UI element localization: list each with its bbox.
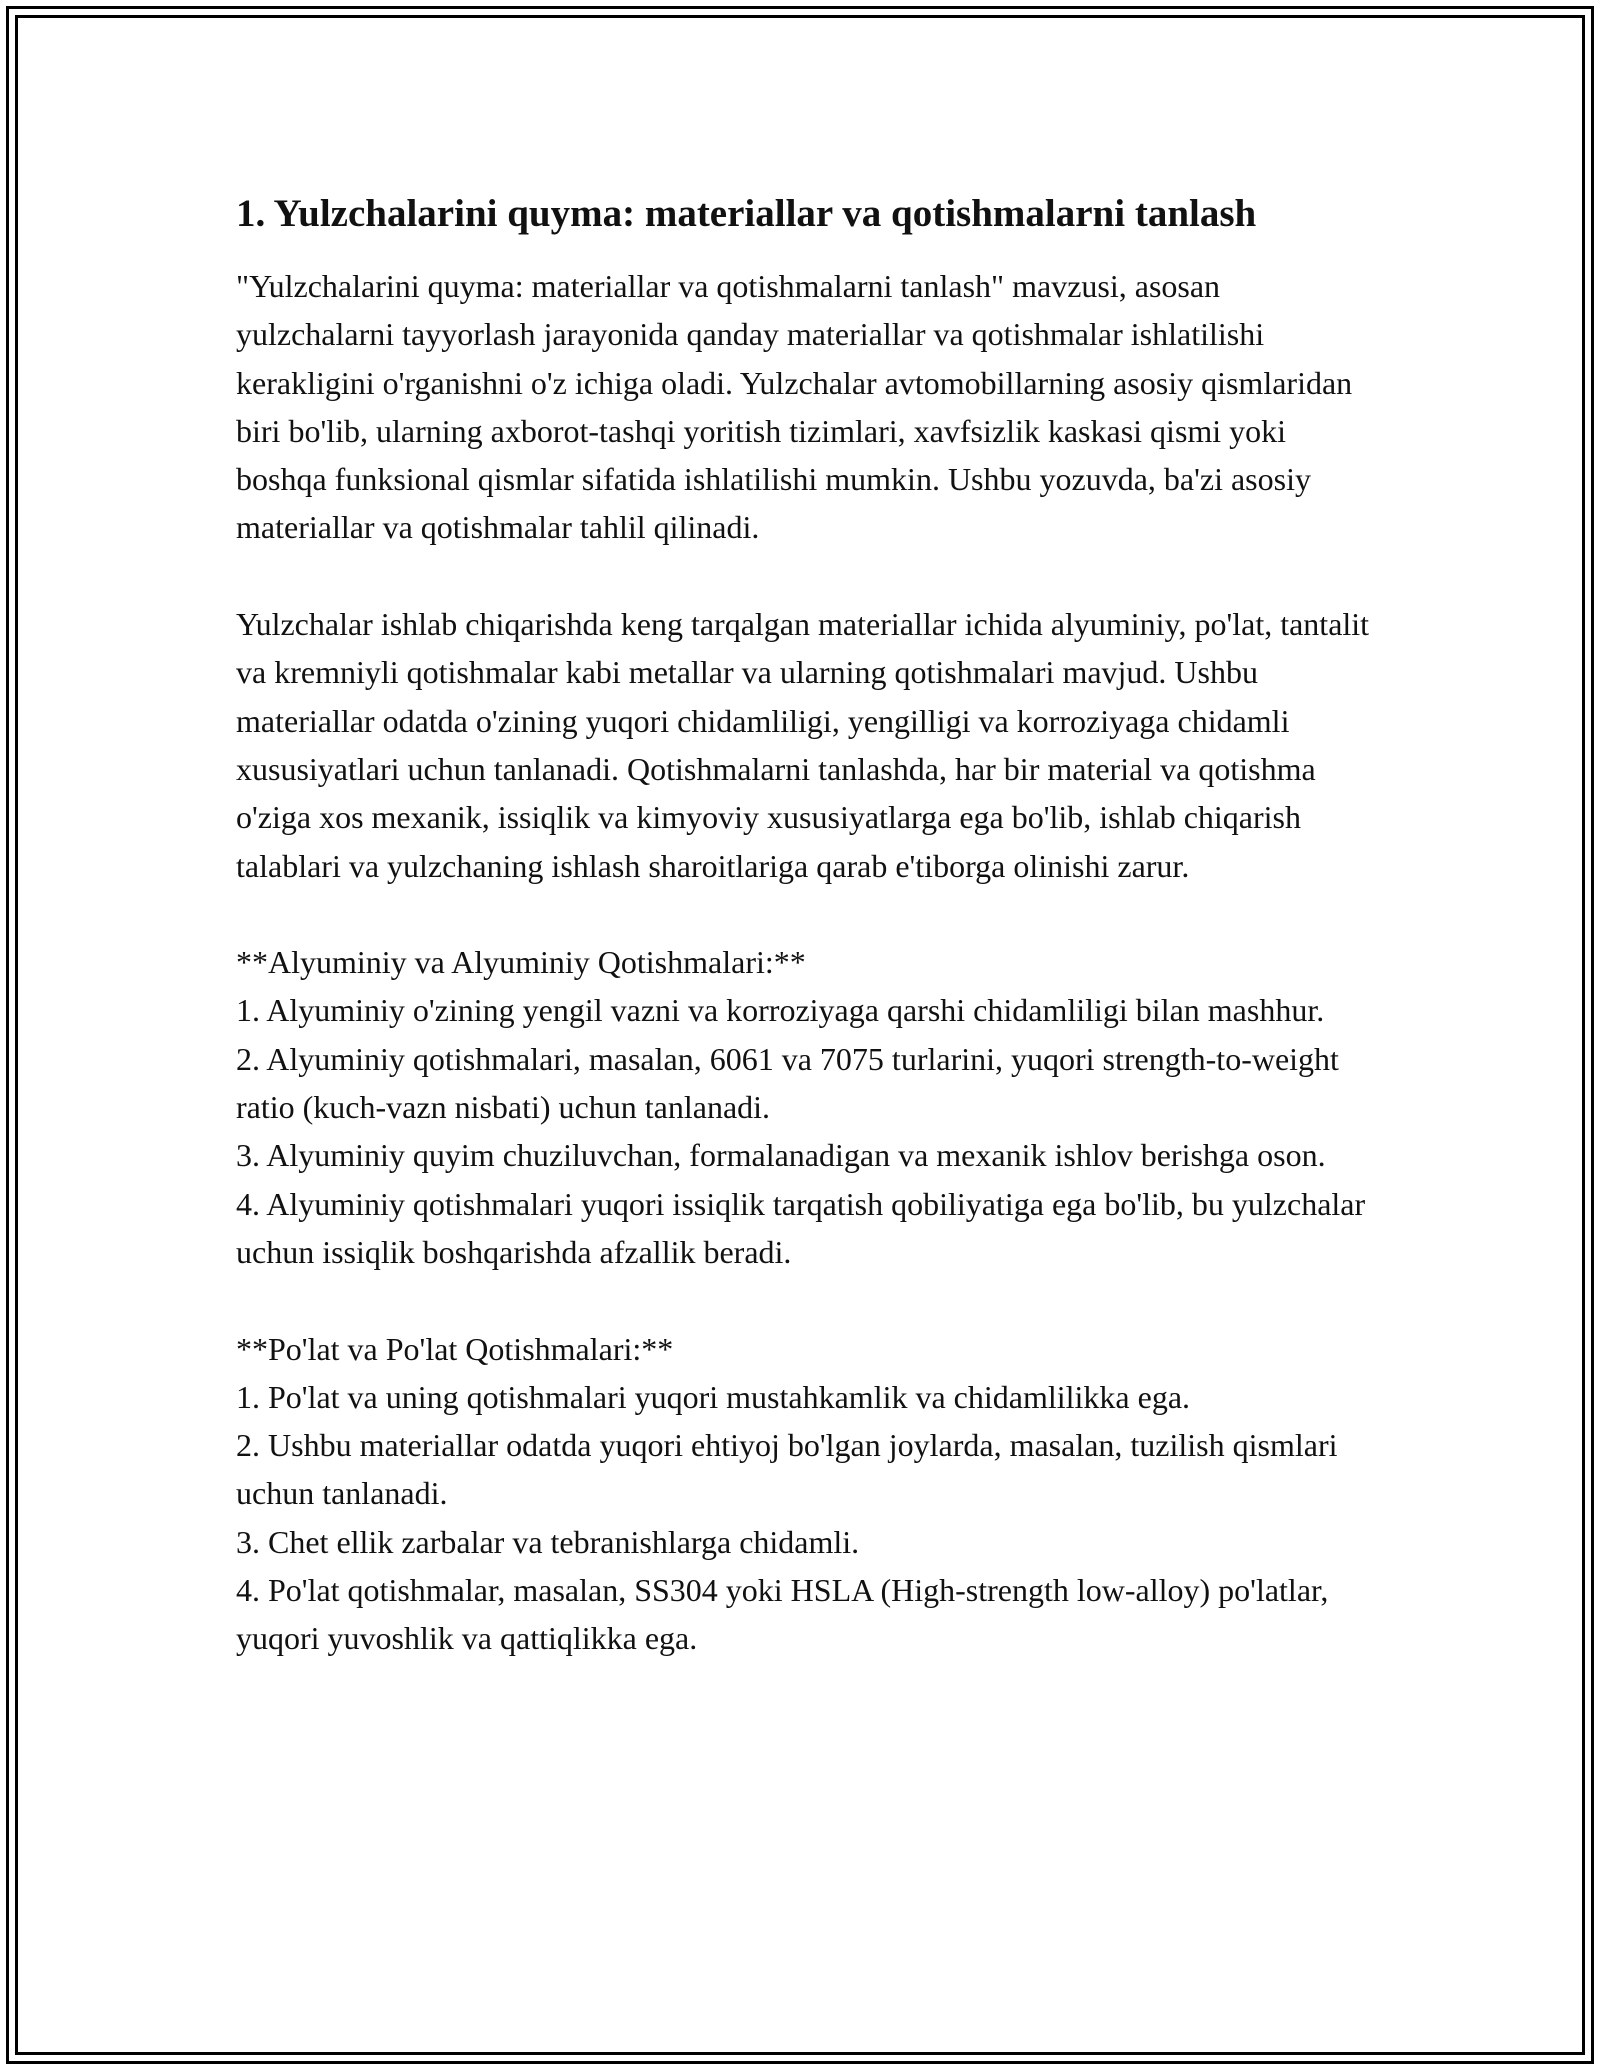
section-title: **Alyuminiy va Alyuminiy Qotishmalari:** bbox=[236, 944, 806, 981]
list-item: 1. Po'lat va uning qotishmalari yuqori mustahkamlik va chidamlilikka ega. bbox=[236, 1378, 1191, 1415]
paragraph-spacer bbox=[236, 1276, 1371, 1324]
list-item: 4. Alyuminiy qotishmalari yuqori issiqlik tarqatish qobiliyatiga ega bo'lib, bu yulzchalar uchun issiqlik boshqarishda afzallik beradi. bbox=[236, 1185, 1366, 1270]
paragraph-spacer bbox=[236, 552, 1371, 600]
list-item: 2. Ushbu materiallar odatda yuqori ehtiyoj bo'lgan joylarda, masalan, tuzilish qismlari uchun tanlanadi. bbox=[236, 1427, 1338, 1512]
section-aluminium bbox=[236, 938, 1371, 1276]
materials-paragraph: Yulzchalar ishlab chiqarishda keng tarqalgan materiallar ichida alyuminiy, po'lat, tantalit va kremniyli qotishmalar kabi metallar va ularning qotishmalari mavjud. Ushbu materiallar odatda o'zining yuqori chidamliligi, yengilligi va korroziyaga chidamli xususiyatlari uchun tanlanadi. Qotishmalarni tanlashda, har bir material va qotishma o'ziga xos mexanik, issiqlik va kimyoviy xususiyatlarga ega bo'lib, ishlab chiqarish talablari va yulzchaning ishlash sharoitlariga qarab e'tiborga olinishi zarur. bbox=[236, 606, 1370, 884]
list-item: 1. Alyuminiy o'zining yengil vazni va korroziyaga qarshi chidamliligi bilan mashhur. bbox=[236, 992, 1325, 1029]
paragraph-spacer bbox=[236, 890, 1371, 938]
document-body bbox=[236, 186, 1371, 1663]
list-item: 3. Alyuminiy quyim chuziluvchan, formalanadigan va mexanik ishlov berishga oson. bbox=[236, 1137, 1326, 1174]
section-steel bbox=[236, 1325, 1371, 1663]
section-title: **Po'lat va Po'lat Qotishmalari:** bbox=[236, 1330, 674, 1367]
list-item: 4. Po'lat qotishmalar, masalan, SS304 yoki HSLA (High-strength low-alloy) po'latlar, yuqori yuvoshlik va qattiqlikka ega. bbox=[236, 1572, 1329, 1657]
list-item: 3. Chet ellik zarbalar va tebranishlarga chidamli. bbox=[236, 1523, 860, 1560]
intro-paragraph: "Yulzchalarini quyma: materiallar va qotishmalarni tanlash" mavzusi, asosan yulzchalarni tayyorlash jarayonida qanday materiallar va qotishmalar ishlatilishi kerakligini o'rganishni o'z ichiga oladi. Yulzchalar avtomobillarning asosiy qismlaridan biri bo'lib, ularning axborot-tashqi yoritish tizimlari, xavfsizlik kaskasi qismi yoki boshqa funksional qismlar sifatida ishlatilishi mumkin. Ushbu yozuvda, ba'zi asosiy materiallar va qotishmalar tahlil qilinadi. bbox=[236, 268, 1353, 546]
document-heading: 1. Yulzchalarini quyma: materiallar va qotishmalarni tanlash bbox=[236, 192, 1257, 235]
list-item: 2. Alyuminiy qotishmalari, masalan, 6061 va 7075 turlarini, yuqori strength-to-weight ratio (kuch-vazn nisbati) uchun tanlanadi. bbox=[236, 1040, 1339, 1126]
